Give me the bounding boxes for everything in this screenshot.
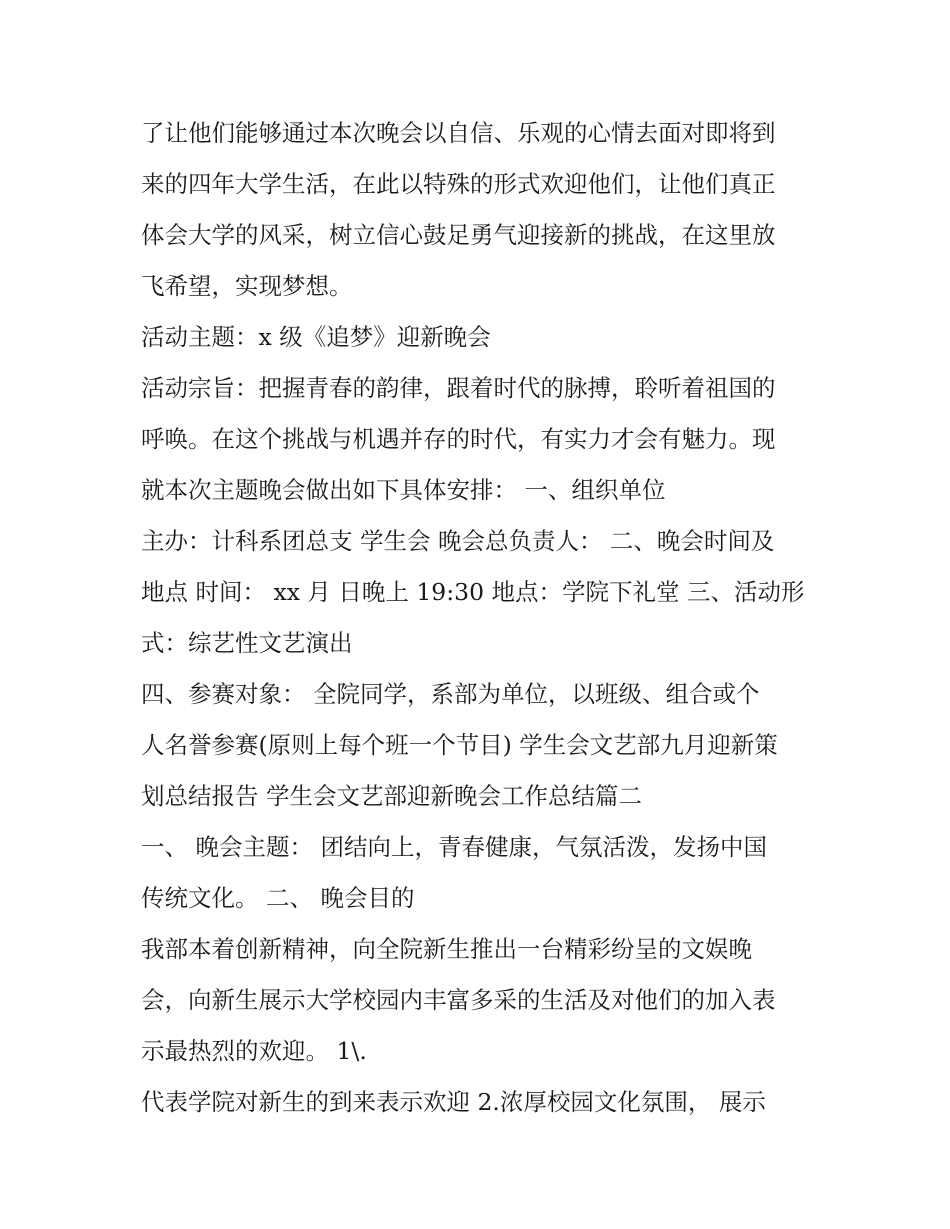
text-line-18: 会，向新生展示大学校园内丰富多采的生活及对他们的加入表 [141,986,776,1014]
text-line-16: 传统文化。 二、 晚会目的 [141,884,415,912]
text-line-9: 主办：计科系团总支 学生会 晚会总负责人： 二、晚会时间及 [141,527,775,555]
text-line-12: 四、参赛对象： 全院同学，系部为单位，以班级、组合或个 [141,680,760,708]
text-line-19: 示最热烈的欢迎。 1\. [141,1037,367,1065]
text-line-20: 代表学院对新生的到来表示欢迎 2.浓厚校园文化氛围， 展示 [141,1088,766,1116]
text-line-4: 飞希望，实现梦想。 [141,272,353,300]
text-line-17: 我部本着创新精神，向全院新生推出一台精彩纷呈的文娱晚 [141,935,752,963]
text-line-5: 活动主题：x 级《追梦》迎新晚会 [141,323,491,351]
text-line-8: 就本次主题晚会做出如下具体安排： 一、组织单位 [141,476,666,504]
body-text [141,108,821,1128]
text-line-6: 活动宗旨：把握青春的韵律，跟着时代的脉搏，聆听着祖国的 [141,374,776,402]
text-line-10: 地点 时间： xx 月 日晚上 19:30 地点：学院下礼堂 三、活动形 [141,578,805,606]
text-line-11: 式：综艺性文艺演出 [141,629,353,657]
text-line-3: 体会大学的风采，树立信心鼓足勇气迎接新的挑战，在这里放 [141,221,776,249]
text-line-1: 了让他们能够通过本次晚会以自信、乐观的心情去面对即将到 [141,119,776,147]
text-line-13: 人名誉参赛(原则上每个班一个节目) 学生会文艺部九月迎新策 [141,731,778,759]
text-line-14: 划总结报告 学生会文艺部迎新晚会工作总结篇二 [141,782,642,810]
text-line-7: 呼唤。在这个挑战与机遇并存的时代，有实力才会有魅力。现 [141,425,776,453]
text-line-15: 一、 晚会主题： 团结向上，青春健康，气氛活泼，发扬中国 [141,833,767,861]
text-line-2: 来的四年大学生活，在此以特殊的形式欢迎他们，让他们真正 [141,170,776,198]
